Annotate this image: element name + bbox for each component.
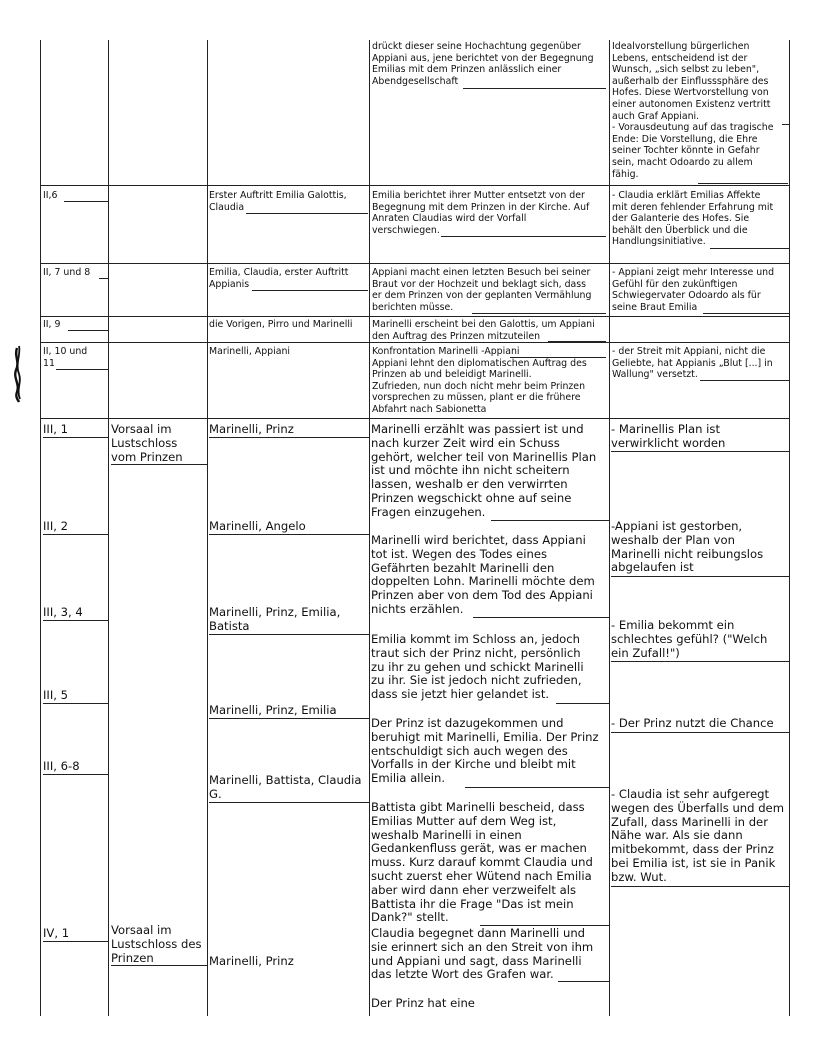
scribble-mark-icon — [8, 344, 28, 404]
row0-notes: Idealvorstellung bürgerlichen Lebens, entscheidend ist der Wunsch, „sich selbst zu leben", außerhalb der Einflusssphäre des Hofes. Diese Wertvorstellung von einer autonomen Existenz vertritt auch Graf Appiani. - Vorausdeutung auf das tragische Ende: Die Vorstellung, die Ehre seiner Tochter könnte in Gefahr sein, macht Odoardo zu allem fähig. — [612, 41, 774, 180]
row0-content: drückt dieser seine Hochachtung gegenüber Appiani aus, jene berichtet von der Begegnung Emilias mit dem Prinzen anlässlich einer Abendgesellschaft — [372, 41, 594, 87]
scene-label: III, 2 — [43, 519, 69, 533]
persons-cell: Marinelli, Battista, Claudia G. — [209, 773, 362, 801]
content-cell: Emilia berichtet ihrer Mutter entsetzt von der Begegnung mit dem Prinzen in der Kirche. Auf Anraten Claudias wird der Vorfall verschwiegen. — [372, 190, 590, 236]
content-cell: Konfrontation Marinelli -Appiani Appiani lehnt den diplomatischen Auftrag des Prinzen ab und beleidigt Marinelli. Zufrieden, nun doch nicht mehr beim Prinzen vorsprechen zu müssen, plant er die frühere Abfahrt nach Sabionetta — [372, 346, 587, 415]
scene-label: III, 6-8 — [43, 759, 80, 773]
notes-cell: - Claudia erklärt Emilias Affekte mit deren fehlender Erfahrung mit der Galanterie des Hofes. Sie behält den Überblick und die Handlungsinitiative. — [612, 190, 774, 248]
notes-cell: - Der Prinz nutzt die Chance — [611, 716, 774, 730]
content-cell: Appiani macht einen letzten Besuch bei seiner Braut vor der Hochzeit und beklagt sich, dass er dem Prinzen von der geplanten Vermählung berichten müsse. — [372, 267, 592, 313]
content-cell: Der Prinz ist dazugekommen und beruhigt mit Marinelli, Emilia. Der Prinz entschuldigt sich auch wegen des Vorfalls in der Kirche und bleibt mit Emilia allein. — [371, 716, 599, 786]
scene-label: III, 3, 4 — [43, 605, 83, 619]
content-cell: Emilia kommt im Schloss an, jedoch traut sich der Prinz nicht, persönlich zu ihr zu gehen und schickt Marinelli zu ihr. Sie ist jedoch nicht zufrieden, dass sie jetzt hier gelandet ist. — [371, 632, 584, 702]
persons-cell: Marinelli, Prinz, Emilia, Batista — [209, 605, 341, 633]
persons-cell: Marinelli, Appiani — [209, 346, 290, 357]
scene-label: IV, 1 — [43, 926, 70, 940]
persons-cell: Marinelli, Prinz, Emilia — [209, 703, 337, 717]
notes-cell: - Appiani zeigt mehr Interesse und Gefühl für den zukünftigen Schwiegervater Odoardo als für seine Braut Emilia — [612, 267, 775, 313]
notes-cell: - Marinellis Plan ist verwirklicht worden — [611, 422, 726, 450]
content-cell: Claudia begegnet dann Marinelli und sie erinnert sich an den Streit von ihm und Appiani und sagt, dass Marinelli das letzte Wort des Grafen war. — [371, 926, 594, 982]
notes-cell: - Claudia ist sehr aufgeregt wegen des Überfalls und dem Zufall, dass Marinelli in der Nähe war. Als sie dann mitbekommt, dass der Prinz bei Emilia ist, ist sie in Panik bzw. Wut. — [611, 787, 784, 884]
persons-cell: Marinelli, Prinz — [209, 422, 294, 436]
persons-cell: Emilia, Claudia, erster Auftritt Appianis — [209, 267, 349, 290]
persons-cell: Marinelli, Prinz — [209, 954, 294, 968]
content-cell: Marinelli erscheint bei den Galottis, um Appiani den Auftrag des Prinzen mitzuteilen — [372, 319, 595, 342]
content-cell: Marinelli wird berichtet, dass Appiani tot ist. Wegen des Todes eines Gefährten bezahlt Marinelli den doppelten Lohn. Marinelli möchte dem Prinzen aber von dem Tod des Appiani nichts erzählen. — [371, 533, 595, 616]
persons-cell: Erster Auftritt Emilia Galottis, Claudia — [209, 190, 347, 213]
scene-label: II, 9 — [43, 319, 61, 330]
content-cell: Battista gibt Marinelli bescheid, dass Emilias Mutter auf dem Weg ist, weshalb Marinelli in einen Gedankenfluss gerät, was er machen muss. Kurz darauf kommt Claudia und sucht zuerst eher Wütend nach Emilia aber wird dann eher verzweifelt als Battista ihr die Frage "Das ist mein Dank?" stellt. — [371, 800, 593, 925]
scene-label: III, 5 — [43, 688, 69, 702]
scene-label: II, 7 und 8 — [43, 267, 91, 278]
location-cell: Vorsaal im Lustschloss des Prinzen — [111, 923, 202, 965]
content-cell: Marinelli erzählt was passiert ist und nach kurzer Zeit wird ein Schuss gehört, welcher teil von Marinellis Plan ist und möchte ihn nicht scheitern lassen, weshalb er den verwirrten Prinzen wegschickt ohne auf seine Fragen einzugehen. — [371, 422, 597, 519]
scene-label: II,6 — [43, 190, 58, 201]
scene-label: III, 1 — [43, 422, 69, 436]
notes-cell: - der Streit mit Appiani, nicht die Geliebte, hat Appianis „Blut [...] in Wallung" versetzt. — [612, 346, 773, 381]
persons-cell: Marinelli, Angelo — [209, 519, 306, 533]
notes-cell: - Emilia bekommt ein schlechtes gefühl? ("Welch ein Zufall!") — [611, 618, 768, 660]
location-cell: Vorsaal im Lustschloss vom Prinzen — [111, 422, 183, 464]
notes-cell: -Appiani ist gestorben, weshalb der Plan von Marinelli nicht reibungslos abgelaufen ist — [611, 519, 764, 575]
content-cell: Der Prinz hat eine — [371, 996, 475, 1010]
persons-cell: die Vorigen, Pirro und Marinelli — [209, 319, 353, 330]
scene-label: II, 10 und 11 — [43, 346, 88, 369]
